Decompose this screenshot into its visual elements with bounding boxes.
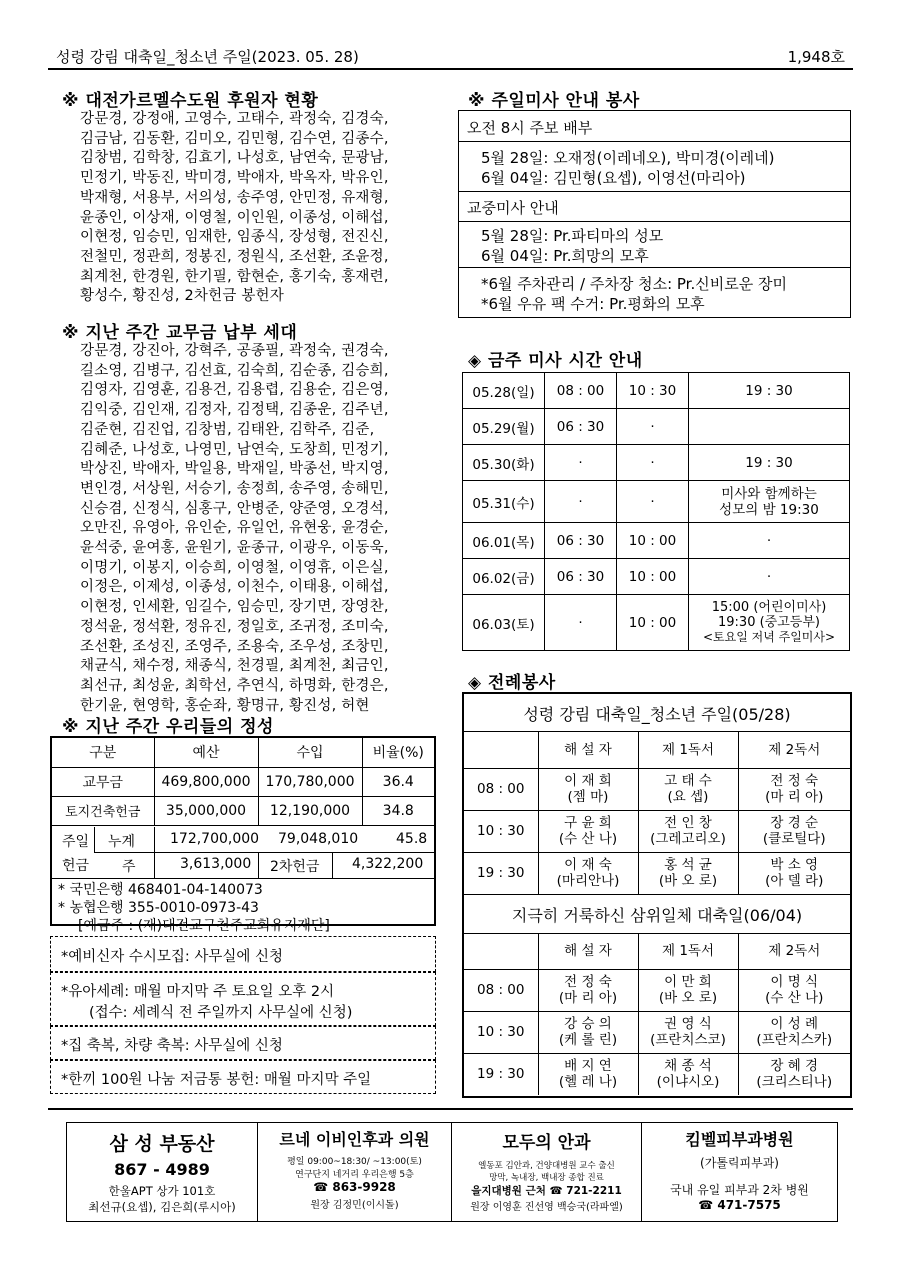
baptismal-name: (클로틸다)	[762, 831, 826, 847]
cumulative-label: 누계	[108, 834, 136, 850]
table-row	[464, 1011, 850, 1053]
footer-rule	[48, 1108, 853, 1110]
mass-date: 06.01(목)	[463, 523, 545, 559]
divider	[332, 852, 333, 878]
mass-note: <토요일 저녁 주일미사>	[702, 630, 836, 644]
sunday-service-box	[458, 110, 851, 318]
ad-location: 연구단지 네거리 우리은행 5층	[295, 1170, 414, 1180]
ad-name: 킴벨피부과병원	[685, 1130, 794, 1149]
baptismal-name: (바 오 로)	[658, 873, 718, 889]
offering-cell: 36.4	[362, 767, 434, 796]
name-line: 김영자, 김영훈, 김용건, 김용렵, 김용순, 김은영,	[80, 382, 389, 399]
bulletin-header	[48, 44, 853, 70]
mass-time: 10 : 00	[617, 595, 689, 651]
mass-time: 06 : 30	[545, 409, 617, 445]
name-line: 김혜준, 나성호, 나영민, 남연숙, 도창희, 민정기,	[80, 441, 389, 458]
offering-cell: 170,780,000	[258, 767, 362, 796]
baptismal-name: (마 리 아)	[558, 990, 618, 1006]
table-row	[463, 559, 850, 595]
liturgy-person	[538, 768, 638, 810]
person-name: 권 영 식	[664, 1016, 712, 1032]
liturgy-person	[538, 852, 638, 894]
liturgy-header: 제 2독서	[738, 732, 850, 768]
liturgy-header: 제 1독서	[638, 933, 738, 969]
name-line: 조선환, 조성진, 조영주, 조용숙, 조우성, 조창민,	[80, 638, 389, 655]
person-name: 전 정 숙	[564, 974, 612, 990]
liturgy-person	[738, 810, 850, 852]
table-row	[463, 481, 850, 523]
issue-number: 1,948호	[787, 48, 845, 66]
baptismal-name: (마리안나)	[556, 873, 620, 889]
liturgy-time: 19 : 30	[464, 852, 538, 894]
mass-note: 19:30 (중고등부)	[718, 615, 820, 630]
mass-date: 05.28(일)	[463, 373, 545, 409]
offering-header: 비율(%)	[362, 738, 434, 767]
notice-box	[50, 1026, 436, 1060]
person-name: 강 승 의	[564, 1016, 612, 1032]
ad-phone: 을지대병원 근처 ☎ 721-2211	[471, 1185, 622, 1197]
distribution-line: 5월 28일: 오재정(이레네오), 박미경(이레네)	[481, 149, 775, 167]
baptismal-name: (헬 레 나)	[558, 1074, 618, 1091]
ad-name: 삼 성 부동산	[109, 1133, 215, 1155]
divider	[94, 827, 95, 853]
name-line: 강문경, 강정애, 고영수, 고태수, 곽정숙, 김경숙,	[80, 111, 389, 127]
liturgy-title: ◈ 전례봉사	[468, 673, 556, 693]
liturgy-person	[538, 810, 638, 852]
ad-eye-clinic	[451, 1123, 641, 1221]
baptismal-name: (크리스티나)	[756, 1074, 833, 1091]
notice-savings: *한끼 100원 나눔 저금통 봉헌: 매월 마지막 주일	[61, 1072, 372, 1088]
sponsors-list	[80, 110, 389, 307]
liturgy-person	[638, 852, 738, 894]
offering-title: ※ 지난 주간 우리들의 정성	[62, 717, 274, 737]
person-name: 채 종 석	[664, 1058, 712, 1075]
offering-cell: 469,800,000	[154, 767, 258, 796]
dues-title: ※ 지난 주간 교무금 납부 세대	[62, 323, 298, 343]
name-line: 최계천, 한경원, 한기필, 함현순, 홍기숙, 홍재련,	[80, 268, 389, 285]
liturgy-person	[738, 768, 850, 810]
liturgy-time: 19 : 30	[464, 1053, 538, 1095]
name-line: 윤석중, 윤여홍, 윤원기, 윤종규, 이광우, 이동욱,	[80, 540, 389, 557]
blank-cell	[464, 933, 538, 969]
mass-time: 10 : 00	[617, 523, 689, 559]
person-name: 이 재 숙	[564, 857, 612, 873]
notice-box	[50, 972, 436, 1026]
baptismal-name: (그레고리오)	[650, 831, 726, 847]
person-name: 박 소 영	[770, 857, 819, 873]
mass-time: ·	[617, 445, 689, 481]
bank-info	[58, 871, 330, 935]
ad-phone: ☎ 471-7575	[698, 1198, 781, 1212]
liturgy-header: 해 설 자	[538, 933, 638, 969]
dues-list	[80, 342, 389, 716]
name-line: 이현정, 임승민, 임재한, 임종식, 장성형, 전진신,	[80, 229, 389, 246]
main-mass-line: 6월 04일: Pr.희망의 모후	[481, 247, 649, 265]
person-name: 구 윤 희	[564, 815, 612, 831]
ad-hours: 평일 09:00~18:30/ ~13:00(토)	[287, 1157, 422, 1167]
mass-time: ·	[617, 481, 689, 523]
week-label: 주	[122, 859, 136, 875]
liturgy-person	[738, 1053, 850, 1095]
liturgy-box	[462, 692, 852, 1098]
baptismal-name: (케 롤 린)	[558, 1032, 618, 1048]
mass-date: 06.02(금)	[463, 559, 545, 595]
mass-time	[689, 409, 850, 445]
table-row	[464, 933, 850, 969]
person-name: 홍 석 균	[664, 857, 712, 873]
ad-line: 국내 유일 피부과 2차 병원	[670, 1183, 809, 1197]
person-name: 장 혜 경	[770, 1058, 819, 1075]
table-row	[463, 445, 850, 481]
divider	[459, 141, 850, 142]
ad-subtitle: (가톨릭피부과)	[700, 1156, 779, 1170]
parking-duty: *6월 주차관리 / 주차장 청소: Pr.신비로운 장미	[481, 275, 787, 293]
baptismal-name: (수 산 나)	[558, 831, 618, 847]
person-name: 이 성 례	[770, 1016, 819, 1032]
mass-time: 19 : 30	[689, 445, 850, 481]
ad-line: 망막, 녹내장, 백내장 종합 진료	[489, 1173, 604, 1183]
name-line: 윤종인, 이상재, 이영철, 이인원, 이종성, 이해섭,	[80, 209, 389, 226]
notice-baptism-apply: (접수: 세례식 전 주일까지 사무실에 신청)	[89, 1005, 353, 1021]
mass-time	[689, 481, 850, 523]
mass-time: 10 : 00	[617, 559, 689, 595]
ad-name: 르네 이비인후과 의원	[279, 1130, 430, 1149]
name-line: 민정기, 박동진, 박미경, 박애자, 박옥자, 박유인,	[80, 170, 389, 187]
mass-note: 성모의 밤 19:30	[719, 501, 819, 518]
baptismal-name: (수 산 나)	[765, 990, 824, 1006]
notice-box	[50, 936, 436, 972]
notice-catechumen: *예비신자 수시모집: 사무실에 신청	[61, 949, 284, 965]
bank-account-1: * 국민은행 468401-04-140073	[58, 882, 263, 898]
liturgy-day1-title: 성령 강림 대축일_청소년 주일(05/28)	[464, 694, 850, 732]
name-line: 길소영, 김병구, 김선효, 김숙희, 김순종, 김승희,	[80, 362, 389, 379]
liturgy-person	[538, 1053, 638, 1095]
offering-header: 구분	[52, 738, 154, 767]
mass-time: ·	[689, 559, 850, 595]
name-line: 김창범, 김학창, 김효기, 나성호, 남연숙, 문광남,	[80, 150, 389, 167]
mass-note: 15:00 (어린이미사)	[711, 600, 827, 615]
offering-cell: 34.8	[362, 796, 434, 825]
mass-date: 05.29(월)	[463, 409, 545, 445]
table-row	[464, 768, 850, 810]
ad-dermatology	[641, 1123, 837, 1221]
liturgy-person	[538, 1011, 638, 1053]
divider	[459, 191, 850, 192]
week-amount: 3,613,000	[180, 856, 252, 872]
notice-box	[50, 1060, 436, 1094]
liturgy-day2-title: 지극히 거룩하신 삼위일체 대축일(06/04)	[511, 905, 803, 925]
ad-real-estate	[67, 1123, 257, 1221]
table-row	[463, 409, 850, 445]
ad-address: 한울APT 상가 101호	[108, 1184, 216, 1198]
divider	[459, 267, 850, 268]
notice-blessing: *집 축복, 차량 축복: 사무실에 신청	[61, 1038, 283, 1054]
offering-table	[52, 738, 434, 826]
mass-time	[689, 595, 850, 651]
liturgy-day2-table	[464, 933, 850, 1096]
liturgy-time: 08 : 00	[464, 969, 538, 1011]
liturgy-time: 10 : 30	[464, 1011, 538, 1053]
person-name: 전 인 창	[664, 815, 712, 831]
name-line: 오만진, 유영아, 유인순, 유일언, 유현웅, 윤경순,	[80, 520, 389, 537]
sponsors-title: ※ 대전가르멜수도원 후원자 현황	[62, 91, 319, 111]
person-name: 장 경 순	[770, 815, 819, 831]
table-row	[464, 732, 850, 768]
name-line: 김준현, 김진업, 김창범, 김태완, 김학주, 김준,	[80, 421, 375, 438]
offering-cell: 12,190,000	[258, 796, 362, 825]
cumulative-ratio: 45.8	[396, 831, 428, 847]
liturgy-time: 08 : 00	[464, 768, 538, 810]
baptismal-name: (프란치스코)	[650, 1032, 726, 1048]
liturgy-person	[538, 969, 638, 1011]
liturgy-person	[738, 1011, 850, 1053]
sunday-label: 주일	[62, 834, 90, 850]
divider	[459, 221, 850, 222]
account-holder: [예금주 : (재)대전교구천주교회유지재단]	[78, 918, 330, 934]
table-row	[463, 595, 850, 651]
divider	[94, 852, 436, 853]
liturgy-header: 제 2독서	[738, 933, 850, 969]
baptismal-name: (젬 마)	[567, 789, 609, 805]
mass-time: ·	[545, 595, 617, 651]
name-line: 신승겸, 신정식, 심홍구, 안병준, 양준영, 오경석,	[80, 500, 389, 517]
mass-time: ·	[689, 523, 850, 559]
mass-time: ·	[617, 409, 689, 445]
bulletin-title: 성령 강림 대축일_청소년 주일(2023. 05. 28)	[56, 48, 359, 66]
liturgy-time: 10 : 30	[464, 810, 538, 852]
person-name: 이 명 식	[770, 974, 819, 990]
mass-times-table	[462, 372, 850, 651]
mass-time: 06 : 30	[545, 559, 617, 595]
ads-bar	[66, 1122, 838, 1222]
liturgy-person	[738, 852, 850, 894]
person-name: 배 지 연	[564, 1058, 612, 1075]
baptismal-name: (마 리 아)	[765, 789, 824, 805]
person-name: 전 정 숙	[770, 773, 819, 789]
mass-time: ·	[545, 481, 617, 523]
ad-owner: 최선규(요셉), 김은희(루시아)	[88, 1200, 236, 1214]
ad-ent-clinic	[257, 1123, 451, 1221]
liturgy-person	[638, 1011, 738, 1053]
ad-name: 모두의 안과	[502, 1133, 591, 1153]
main-mass-title: 교중미사 안내	[467, 199, 559, 217]
mass-date: 06.03(토)	[463, 595, 545, 651]
table-row	[464, 969, 850, 1011]
name-line: 채균식, 채수정, 채종식, 천경필, 최계천, 최금인,	[80, 658, 389, 675]
liturgy-person	[638, 1053, 738, 1095]
milk-pack-duty: *6월 우유 팩 수거: Pr.평화의 모후	[481, 295, 705, 313]
offering-label: 헌금	[62, 858, 90, 874]
mass-date: 05.30(화)	[463, 445, 545, 481]
table-row	[464, 810, 850, 852]
mass-time: 10 : 30	[617, 373, 689, 409]
name-line: 황성수, 황진성, 2차헌금 봉헌자	[80, 288, 284, 305]
name-line: 정석윤, 정석환, 정유진, 정일호, 조귀정, 조미숙,	[80, 618, 389, 635]
cumulative-budget: 172,700,000	[170, 831, 260, 847]
table-row	[463, 373, 850, 409]
ad-line: 엘동포 김안과, 건양대병원 교수 출신	[478, 1161, 615, 1171]
liturgy-person	[638, 768, 738, 810]
baptismal-name: (바 오 로)	[658, 990, 718, 1006]
blank-cell	[464, 732, 538, 768]
table-row	[464, 852, 850, 894]
name-line: 박상진, 박애자, 박일용, 박재일, 박종선, 박지영,	[80, 461, 389, 478]
liturgy-header: 제 1독서	[638, 732, 738, 768]
name-line: 이정은, 이제성, 이종성, 이천수, 이태용, 이해섭,	[80, 579, 389, 596]
sunday-service-title: ※ 주일미사 안내 봉사	[468, 91, 640, 111]
name-line: 박재형, 서용부, 서의성, 송주영, 안민정, 유재형,	[80, 189, 389, 206]
name-line: 이현정, 인세환, 임길수, 임승민, 장기면, 장영찬,	[80, 599, 389, 616]
distribution-line: 6월 04일: 김민형(요셉), 이영선(마리아)	[481, 169, 746, 187]
name-line: 최선규, 최성윤, 최학선, 추연식, 하명화, 한경은,	[80, 677, 389, 694]
person-name: 고 태 수	[664, 773, 712, 789]
name-line: 이명기, 이봉지, 이승희, 이영철, 이영휴, 이은실,	[80, 559, 389, 576]
liturgy-day1-table	[464, 732, 850, 895]
person-name: 이 재 희	[564, 773, 612, 789]
bank-account-2: * 농협은행 355-0010-0973-43	[58, 900, 259, 916]
name-line: 김익중, 김인재, 김정자, 김정택, 김종운, 김주년,	[80, 402, 389, 419]
baptismal-name: (요 셉)	[667, 789, 709, 805]
offering-box	[50, 736, 436, 934]
liturgy-person	[738, 969, 850, 1011]
baptismal-name: (아 델 라)	[765, 873, 824, 889]
mass-times-title: ◈ 금주 미사 시간 안내	[468, 351, 643, 371]
name-line: 김금남, 김동환, 김미오, 김민형, 김수연, 김종수,	[80, 130, 389, 147]
ad-phone: 867 - 4989	[114, 1160, 210, 1179]
second-offering-label: 2차헌금	[270, 859, 320, 875]
mass-note: 미사와 함께하는	[721, 485, 817, 502]
baptismal-name: (프란치스카)	[756, 1032, 833, 1048]
cumulative-income: 79,048,010	[278, 831, 359, 847]
mass-time: ·	[545, 445, 617, 481]
main-mass-line: 5월 28일: Pr.파티마의 성모	[481, 227, 664, 245]
liturgy-person	[638, 810, 738, 852]
mass-date: 05.31(수)	[463, 481, 545, 523]
offering-header: 예산	[154, 738, 258, 767]
offering-header: 수입	[258, 738, 362, 767]
name-line: 한기윤, 현영학, 홍순좌, 황명규, 황진성, 허현	[80, 697, 370, 714]
bulletin-distribution-title: 오전 8시 주보 배부	[467, 119, 593, 137]
name-line: 강문경, 강진아, 강혁주, 공종필, 곽정숙, 권경숙,	[80, 343, 389, 359]
liturgy-person	[638, 969, 738, 1011]
notice-infant-baptism: *유아세례: 매월 마지막 주 토요일 오후 2시	[61, 984, 335, 1000]
name-line: 전철민, 정관희, 정봉진, 정원식, 조선환, 조윤정,	[80, 248, 389, 265]
offering-cell: 교무금	[52, 767, 154, 796]
mass-time: 08 : 00	[545, 373, 617, 409]
ad-director: 원장 김정민(이시돌)	[310, 1200, 399, 1211]
offering-cell: 35,000,000	[154, 796, 258, 825]
liturgy-header: 해 설 자	[538, 732, 638, 768]
offering-cell: 토지건축헌금	[52, 796, 154, 825]
table-row	[463, 523, 850, 559]
second-offering-amount: 4,322,200	[352, 856, 424, 872]
ad-phone: ☎ 863-9928	[313, 1180, 396, 1194]
table-row	[464, 1053, 850, 1095]
person-name: 이 만 희	[664, 974, 712, 990]
ad-director: 원장 이영훈 진선영 백승국(라파엘)	[470, 1202, 623, 1213]
mass-time: 19 : 30	[689, 373, 850, 409]
mass-time: 06 : 30	[545, 523, 617, 559]
name-line: 변인경, 서상원, 서승기, 송정희, 송주영, 송해민,	[80, 480, 389, 497]
baptismal-name: (이냐시오)	[656, 1074, 720, 1091]
